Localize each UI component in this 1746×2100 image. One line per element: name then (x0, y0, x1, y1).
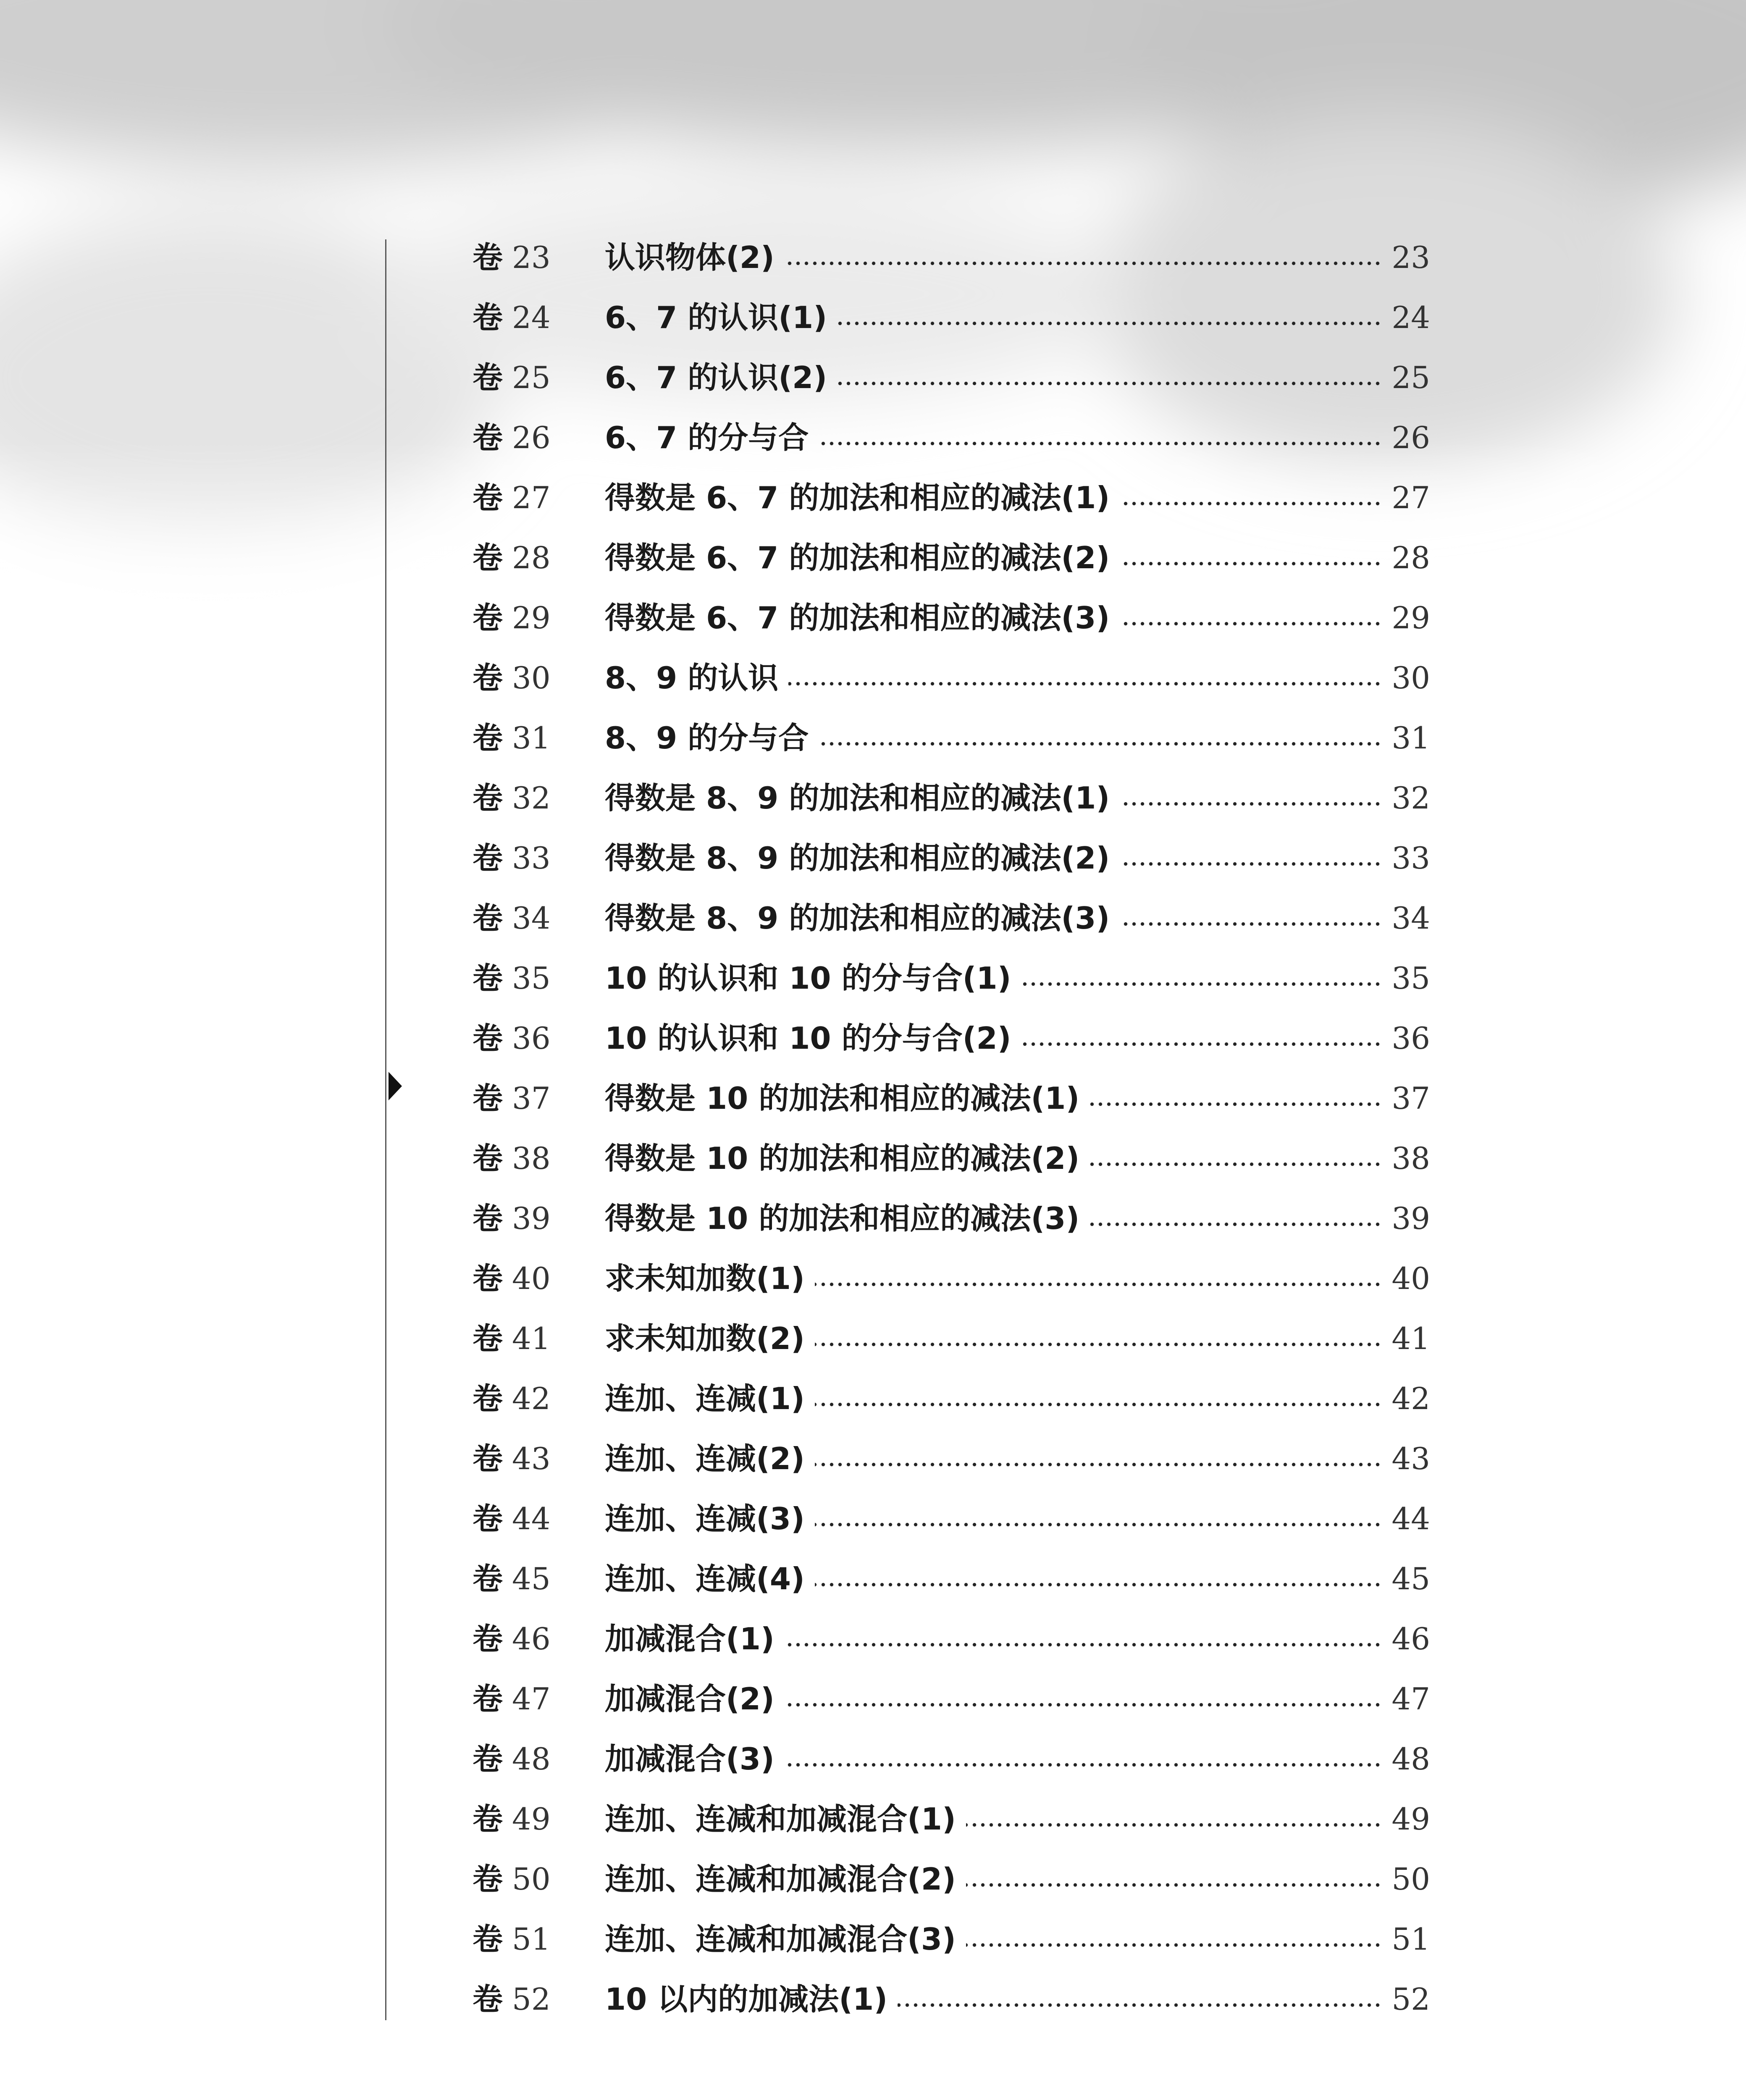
volume-label (473, 1380, 551, 1418)
entry-page-number: 26 (1392, 420, 1430, 455)
entry-title-text: 连加、连减和加减混合(2) (605, 1861, 956, 1897)
volume-prefix: 卷 (473, 961, 503, 996)
toc-entry[interactable] (473, 1908, 1430, 1969)
dot-leader (785, 1703, 1382, 1707)
triangle-marker-icon (389, 1072, 402, 1100)
volume-label (473, 1320, 551, 1357)
entry-page-number: 41 (1392, 1321, 1430, 1356)
entry-title (605, 899, 1110, 937)
volume-prefix: 卷 (473, 420, 503, 455)
toc-entry[interactable] (473, 1188, 1430, 1248)
entry-title (605, 959, 1011, 997)
entry-title (605, 719, 809, 757)
volume-label (473, 599, 551, 637)
entry-page-number: 28 (1392, 540, 1430, 575)
toc-entry[interactable] (473, 1728, 1430, 1788)
dot-leader (1120, 802, 1382, 806)
toc-entry[interactable] (473, 767, 1430, 827)
entry-title-text: 得数是 8、9 的加法和相应的减法(3) (605, 900, 1110, 936)
volume-prefix: 卷 (473, 1141, 503, 1176)
volume-number: 43 (512, 1441, 551, 1476)
volume-label (473, 1740, 551, 1778)
entry-title-text: 8、9 的认识 (605, 660, 779, 696)
entry-title (605, 1139, 1079, 1177)
volume-label (473, 1440, 551, 1478)
volume-prefix: 卷 (473, 1261, 503, 1296)
volume-number: 28 (512, 540, 551, 575)
entry-page-number: 27 (1392, 480, 1430, 515)
volume-number: 25 (512, 360, 551, 395)
volume-label (473, 1139, 551, 1177)
volume-number: 45 (512, 1561, 551, 1596)
volume-number: 38 (512, 1141, 551, 1176)
entry-title (605, 1740, 775, 1778)
entry-title-text: 得数是 6、7 的加法和相应的减法(2) (605, 540, 1110, 575)
entry-title (605, 419, 809, 457)
toc-entry[interactable] (473, 1608, 1430, 1668)
entry-title (605, 1440, 805, 1478)
dot-leader (815, 1342, 1382, 1347)
volume-number: 37 (512, 1081, 551, 1116)
volume-number: 34 (512, 900, 551, 936)
dot-leader (1120, 862, 1382, 866)
entry-title-text: 6、7 的认识(1) (605, 300, 827, 335)
toc-entry[interactable] (473, 647, 1430, 707)
toc-entry[interactable] (473, 1068, 1430, 1128)
dot-leader (837, 321, 1382, 326)
dot-leader (785, 1763, 1382, 1767)
volume-label (473, 719, 551, 757)
toc-entry[interactable] (473, 1848, 1430, 1908)
volume-prefix: 卷 (473, 1381, 503, 1416)
volume-number: 36 (512, 1021, 551, 1056)
volume-number: 48 (512, 1741, 551, 1777)
volume-label (473, 1079, 551, 1117)
volume-prefix: 卷 (473, 1621, 503, 1656)
toc-entry[interactable] (473, 1428, 1430, 1488)
entry-title (605, 539, 1110, 577)
volume-prefix: 卷 (473, 1501, 503, 1536)
volume-label (473, 299, 551, 336)
entry-page-number: 47 (1392, 1681, 1430, 1717)
entry-title-text: 得数是 10 的加法和相应的减法(3) (605, 1201, 1080, 1236)
toc-entry[interactable] (473, 1548, 1430, 1608)
entry-title-text: 得数是 8、9 的加法和相应的减法(2) (605, 840, 1110, 876)
dot-leader (966, 1883, 1382, 1887)
toc-entry[interactable] (473, 1008, 1430, 1068)
entry-page-number: 39 (1392, 1201, 1430, 1236)
volume-prefix: 卷 (473, 1321, 503, 1356)
dot-leader (966, 1943, 1382, 1947)
volume-prefix: 卷 (473, 300, 503, 335)
volume-number: 24 (512, 300, 551, 335)
volume-label (473, 1860, 551, 1898)
entry-title (605, 479, 1110, 517)
toc-entry[interactable] (473, 1128, 1430, 1188)
volume-label (473, 1920, 551, 1958)
entry-title-text: 得数是 10 的加法和相应的减法(1) (605, 1081, 1080, 1116)
volume-number: 44 (512, 1501, 551, 1536)
volume-number: 32 (512, 780, 551, 816)
entry-title-text: 得数是 6、7 的加法和相应的减法(3) (605, 600, 1110, 635)
entry-page-number: 29 (1392, 600, 1430, 635)
entry-title-text: 加减混合(2) (605, 1681, 775, 1717)
volume-prefix: 卷 (473, 1982, 503, 2017)
volume-prefix: 卷 (473, 600, 503, 635)
volume-prefix: 卷 (473, 480, 503, 515)
volume-prefix: 卷 (473, 1021, 503, 1056)
dot-leader (815, 1462, 1382, 1467)
entry-page-number: 44 (1392, 1501, 1430, 1536)
toc-entry[interactable] (473, 1969, 1430, 2029)
dot-leader (815, 1282, 1382, 1286)
volume-prefix: 卷 (473, 1741, 503, 1777)
dot-leader (966, 1823, 1382, 1827)
entry-page-number: 32 (1392, 780, 1430, 816)
dot-leader (819, 742, 1382, 746)
volume-prefix: 卷 (473, 780, 503, 816)
entry-title-text: 连加、连减和加减混合(1) (605, 1801, 956, 1837)
volume-number: 42 (512, 1381, 551, 1416)
volume-label (473, 959, 551, 997)
entry-title-text: 连加、连减(2) (605, 1441, 805, 1476)
entry-page-number: 50 (1392, 1861, 1430, 1897)
entry-title (605, 1860, 956, 1898)
volume-label (473, 539, 551, 577)
volume-number: 51 (512, 1922, 551, 1957)
volume-label (473, 1260, 551, 1297)
entry-page-number: 33 (1392, 840, 1430, 876)
entry-page-number: 34 (1392, 900, 1430, 936)
volume-number: 39 (512, 1201, 551, 1236)
entry-title (605, 1320, 805, 1357)
entry-title-text: 得数是 10 的加法和相应的减法(2) (605, 1141, 1080, 1176)
entry-title (605, 1620, 775, 1658)
volume-number: 30 (512, 660, 551, 696)
toc-entry[interactable] (473, 948, 1430, 1008)
volume-label (473, 239, 551, 276)
toc-entry[interactable] (473, 347, 1430, 407)
dot-leader (1090, 1162, 1382, 1166)
toc-entry[interactable] (473, 1248, 1430, 1308)
volume-number: 31 (512, 720, 551, 756)
volume-label (473, 1200, 551, 1237)
volume-label (473, 1680, 551, 1718)
entry-title (605, 1680, 775, 1718)
toc-entry[interactable] (473, 1788, 1430, 1848)
entry-page-number: 49 (1392, 1801, 1430, 1837)
dot-leader (815, 1402, 1382, 1407)
volume-number: 23 (512, 240, 551, 275)
volume-label (473, 899, 551, 937)
entry-page-number: 25 (1392, 360, 1430, 395)
toc-entry[interactable] (473, 407, 1430, 467)
toc-entry[interactable] (473, 707, 1430, 767)
volume-number: 27 (512, 480, 551, 515)
dot-leader (837, 381, 1382, 386)
volume-prefix: 卷 (473, 360, 503, 395)
dot-leader (785, 261, 1382, 265)
dot-leader (1120, 501, 1382, 506)
volume-number: 46 (512, 1621, 551, 1656)
volume-prefix: 卷 (473, 540, 503, 575)
entry-title (605, 1260, 805, 1297)
table-of-contents (473, 227, 1430, 2029)
entry-title (605, 299, 827, 336)
entry-title-text: 加减混合(1) (605, 1621, 775, 1656)
volume-label (473, 839, 551, 877)
volume-prefix: 卷 (473, 1801, 503, 1837)
volume-number: 40 (512, 1261, 551, 1296)
toc-entry[interactable] (473, 1668, 1430, 1728)
entry-page-number: 45 (1392, 1561, 1430, 1596)
entry-page-number: 37 (1392, 1081, 1430, 1116)
dot-leader (1120, 562, 1382, 566)
volume-number: 35 (512, 961, 551, 996)
entry-title-text: 连加、连减(3) (605, 1501, 805, 1536)
entry-title (605, 1800, 956, 1838)
toc-entry[interactable] (473, 467, 1430, 527)
toc-entry[interactable] (473, 887, 1430, 948)
entry-title-text: 得数是 6、7 的加法和相应的减法(1) (605, 480, 1110, 515)
volume-prefix: 卷 (473, 1681, 503, 1717)
volume-number: 52 (512, 1982, 551, 2017)
entry-title (605, 1500, 805, 1538)
entry-title (605, 659, 778, 697)
volume-prefix: 卷 (473, 1861, 503, 1897)
left-margin-rule (385, 239, 386, 2020)
entry-title (605, 359, 827, 396)
volume-number: 33 (512, 840, 551, 876)
volume-prefix: 卷 (473, 900, 503, 936)
toc-entry[interactable] (473, 527, 1430, 587)
entry-title (605, 839, 1110, 877)
entry-page-number: 35 (1392, 961, 1430, 996)
entry-title-text: 6、7 的认识(2) (605, 360, 827, 395)
entry-title-text: 认识物体(2) (605, 240, 775, 275)
entry-page-number: 40 (1392, 1261, 1430, 1296)
dot-leader (815, 1583, 1382, 1587)
entry-title-text: 连加、连减(4) (605, 1561, 805, 1596)
volume-prefix: 卷 (473, 1561, 503, 1596)
toc-entry[interactable] (473, 827, 1430, 887)
entry-title-text: 连加、连减(1) (605, 1381, 805, 1416)
entry-title (605, 1560, 805, 1598)
volume-label (473, 479, 551, 517)
volume-number: 29 (512, 600, 551, 635)
volume-label (473, 359, 551, 396)
entry-page-number: 30 (1392, 660, 1430, 696)
entry-title (605, 1079, 1079, 1117)
entry-title-text: 10 的认识和 10 的分与合(1) (605, 961, 1011, 996)
entry-title (605, 1200, 1079, 1237)
volume-label (473, 1500, 551, 1538)
toc-entry[interactable] (473, 1308, 1430, 1368)
entry-title (605, 1980, 887, 2018)
volume-label (473, 779, 551, 817)
dot-leader (1090, 1102, 1382, 1106)
volume-prefix: 卷 (473, 660, 503, 696)
volume-prefix: 卷 (473, 1081, 503, 1116)
entry-page-number: 42 (1392, 1381, 1430, 1416)
entry-page-number: 38 (1392, 1141, 1430, 1176)
toc-entry[interactable] (473, 287, 1430, 347)
volume-label (473, 1019, 551, 1057)
volume-number: 50 (512, 1861, 551, 1897)
dot-leader (1120, 922, 1382, 926)
volume-label (473, 419, 551, 457)
dot-leader (1021, 982, 1382, 986)
entry-title (605, 599, 1110, 637)
entry-title-text: 10 以内的加减法(1) (605, 1982, 888, 2017)
entry-title-text: 加减混合(3) (605, 1741, 775, 1777)
entry-title-text: 连加、连减和加减混合(3) (605, 1922, 956, 1957)
toc-entry[interactable] (473, 587, 1430, 647)
entry-page-number: 48 (1392, 1741, 1430, 1777)
dot-leader (819, 441, 1382, 446)
volume-prefix: 卷 (473, 240, 503, 275)
entry-title (605, 1920, 956, 1958)
volume-number: 49 (512, 1801, 551, 1837)
entry-title (605, 779, 1110, 817)
entry-title-text: 6、7 的分与合 (605, 420, 809, 455)
volume-label (473, 659, 551, 697)
entry-title-text: 得数是 8、9 的加法和相应的减法(1) (605, 780, 1110, 816)
entry-title-text: 求未知加数(1) (605, 1261, 805, 1296)
entry-title-text: 求未知加数(2) (605, 1321, 805, 1356)
entry-title-text: 10 的认识和 10 的分与合(2) (605, 1021, 1011, 1056)
entry-title (605, 1019, 1011, 1057)
dot-leader (785, 1643, 1382, 1647)
entry-page-number: 31 (1392, 720, 1430, 756)
volume-prefix: 卷 (473, 1201, 503, 1236)
entry-page-number: 36 (1392, 1021, 1430, 1056)
entry-page-number: 23 (1392, 240, 1430, 275)
volume-prefix: 卷 (473, 1922, 503, 1957)
entry-page-number: 51 (1392, 1922, 1430, 1957)
toc-entry[interactable] (473, 227, 1430, 287)
volume-prefix: 卷 (473, 720, 503, 756)
volume-number: 41 (512, 1321, 551, 1356)
volume-number: 47 (512, 1681, 551, 1717)
volume-prefix: 卷 (473, 1441, 503, 1476)
dot-leader (1090, 1222, 1382, 1226)
entry-page-number: 46 (1392, 1621, 1430, 1656)
toc-entry[interactable] (473, 1488, 1430, 1548)
volume-number: 26 (512, 420, 551, 455)
dot-leader (788, 682, 1382, 686)
volume-label (473, 1800, 551, 1838)
dot-leader (815, 1522, 1382, 1527)
volume-label (473, 1980, 551, 2018)
entry-title (605, 1380, 805, 1418)
dot-leader (1120, 622, 1382, 626)
dot-leader (1021, 1042, 1382, 1046)
entry-title (605, 239, 775, 276)
entry-title-text: 8、9 的分与合 (605, 720, 809, 756)
dot-leader (898, 2003, 1382, 2007)
volume-prefix: 卷 (473, 840, 503, 876)
volume-label (473, 1620, 551, 1658)
entry-page-number: 24 (1392, 300, 1430, 335)
entry-page-number: 52 (1392, 1982, 1430, 2017)
entry-page-number: 43 (1392, 1441, 1430, 1476)
toc-entry[interactable] (473, 1368, 1430, 1428)
volume-label (473, 1560, 551, 1598)
